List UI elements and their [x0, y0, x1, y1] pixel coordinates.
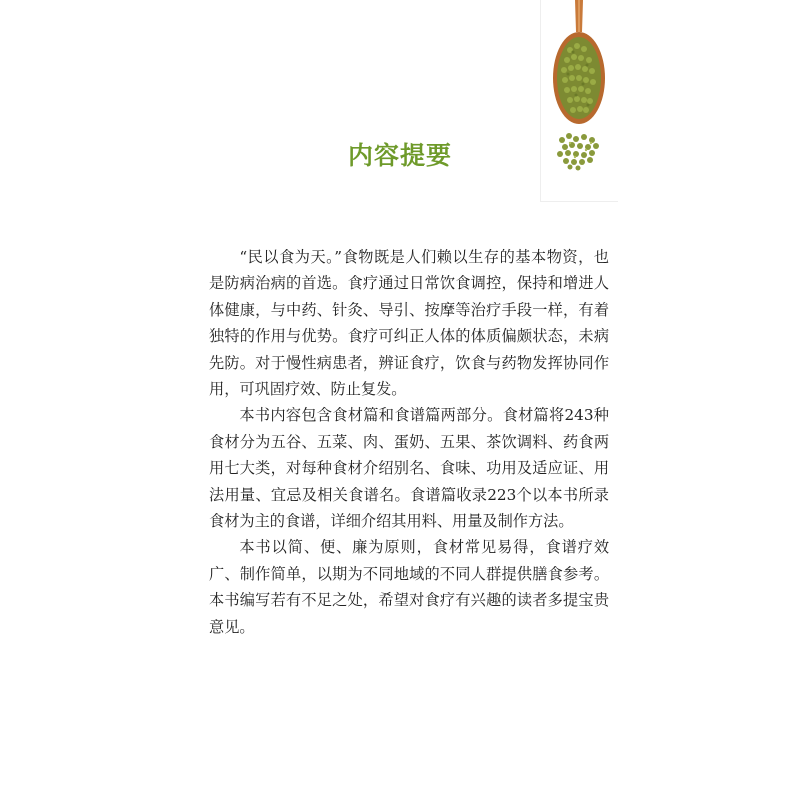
paragraph: 本书内容包含食材篇和食谱篇两部分。食材篇将243种食材分为五谷、五菜、肉、蛋奶、五果、茶饮调料、药食两用七大类，对每种食材介绍别名、食味、功用及适应证、用法用量、宜忌及相关食谱名。食谱篇收录223个以本书所录食材为主的食谱，详细介绍其用料、用量及制作方法。: [209, 406, 609, 531]
summary-text: [209, 244, 609, 640]
paragraph: 本书以简、便、廉为原则，食材常见易得，食谱疗效广、制作简单，以期为不同地域的不同人群提供膳食参考。本书编写若有不足之处，希望对食疗有兴趣的读者多提宝贵意见。: [209, 538, 609, 636]
paragraph: “民以食为天。”食物既是人们赖以生存的基本物资，也是防病治病的首选。食疗通过日常饮食调控，保持和增进人体健康，与中药、针灸、导引、按摩等治疗手段一样，有着独特的作用与优势。食疗可纠正人体的体质偏颇状态，未病先防。对于慢性病患者，辨证食疗，饮食与药物发挥协同作用，可巩固疗效、防止复发。: [209, 248, 609, 399]
mung-bean-spoon-illustration: [540, 0, 618, 202]
page-title: 内容提要: [347, 141, 452, 170]
